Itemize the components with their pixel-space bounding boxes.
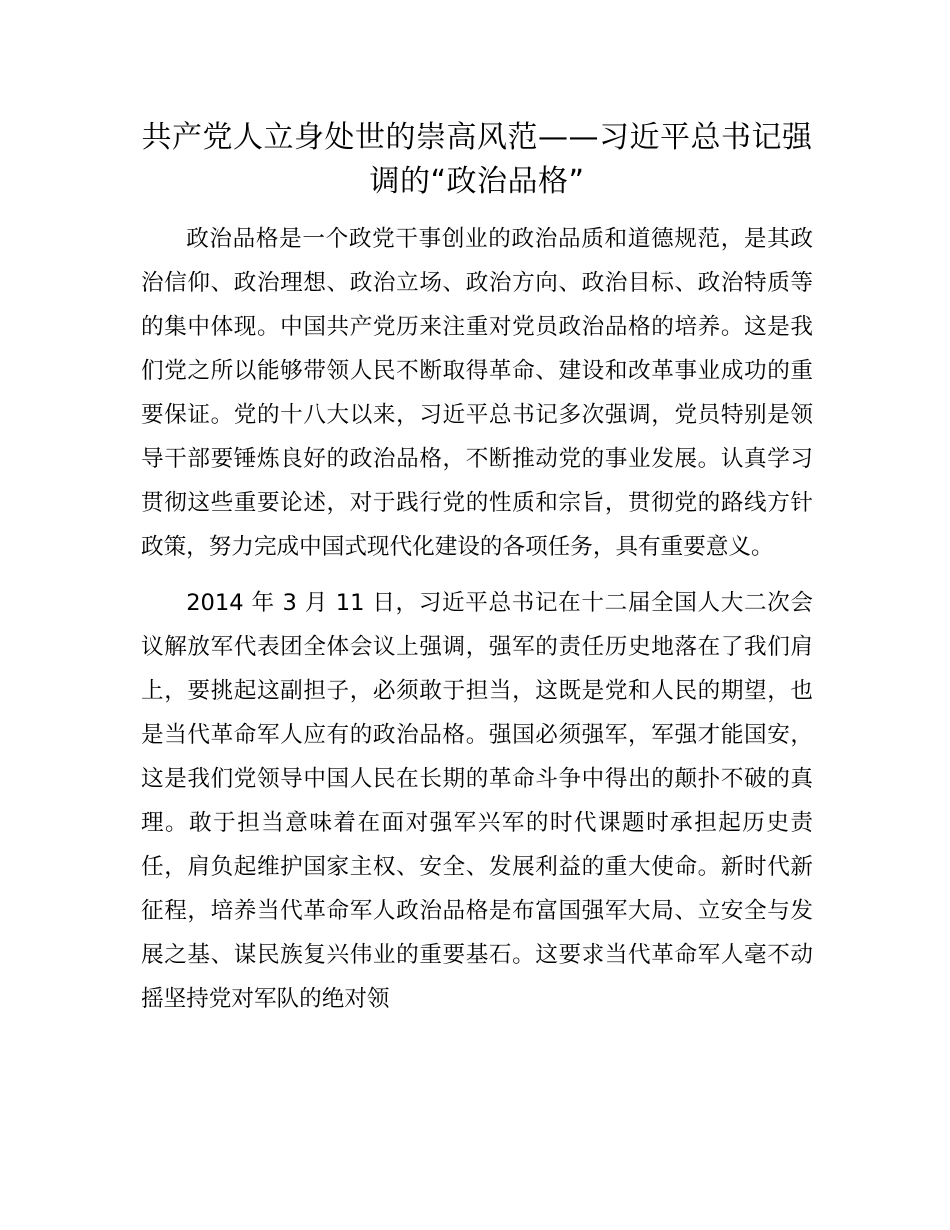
- paragraph-2014-speech: 2014 年 3 月 11 日，习近平总书记在十二届全国人大二次会议解放军代表团全体会议上强调，强军的责任历史地落在了我们肩上，要挑起这副担子，必须敢于担当，这既是党和人民的期望，也是当代革命军人应有的政治品格。强国必须强军，军强才能国安，这是我们党领导中国人民在长期的革命斗争中得出的颠扑不破的真理。敢于担当意味着在面对强军兴军的时代课题时承担起历史责任，肩负起维护国家主权、安全、发展利益的重大使命。新时代新征程，培养当代革命军人政治品格是布富国强军大局、立安全与发展之基、谋民族复兴伟业的重要基石。这要求当代革命军人毫不动摇坚持党对军队的绝对领: [141, 590, 813, 1012]
- paragraph-political-character: 政治品格是一个政党干事创业的政治品质和道德规范，是其政治信仰、政治理想、政治立场、政治方向、政治目标、政治特质等的集中体现。中国共产党历来注重对党员政治品格的培养。这是我们党之所以能够带领人民不断取得革命、建设和改革事业成功的重要保证。党的十八大以来，习近平总书记多次强调，党员特别是领导干部要锤炼良好的政治品格，不断推动党的事业发展。认真学习贯彻这些重要论述，对于践行党的性质和宗旨，贯彻党的路线方针政策，努力完成中国式现代化建设的各项任务，具有重要意义。: [141, 226, 813, 560]
- document-page: [141, 116, 813, 1021]
- document-title: 共产党人立身处世的崇高风范——习近平总书记强调的“政治品格”: [141, 120, 813, 199]
